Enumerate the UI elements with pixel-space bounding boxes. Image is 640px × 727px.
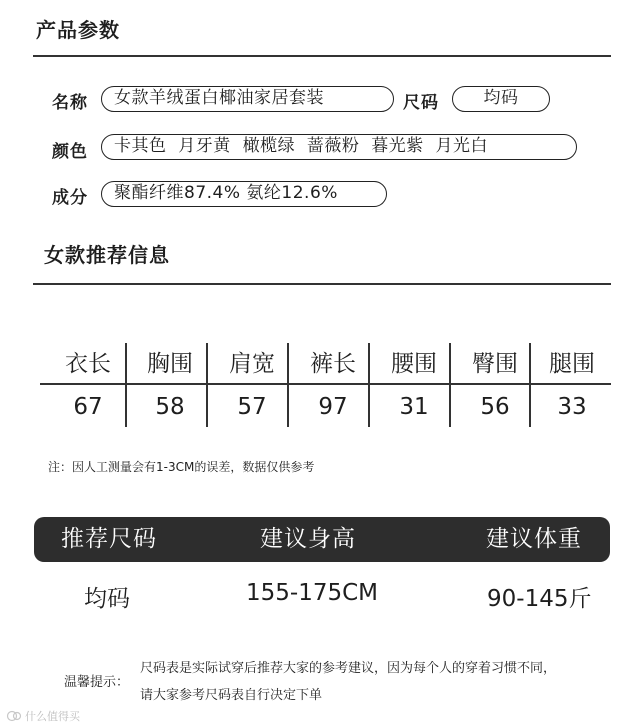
size-header: 衣长 [65, 351, 111, 377]
size-header: 腿围 [549, 351, 595, 377]
size-header: 裤长 [310, 351, 356, 377]
size-label: 尺码 [403, 93, 439, 113]
size-col-thigh [532, 343, 612, 429]
material-value-pill [101, 181, 387, 207]
size-col-divider [206, 343, 208, 427]
material-label: 成分 [52, 188, 88, 208]
size-value-pill [452, 86, 550, 112]
size-col-chest [130, 343, 210, 429]
size-header: 腰围 [391, 351, 437, 377]
product-params-title: 产品参数 [36, 18, 120, 42]
size-header: 臀围 [472, 351, 518, 377]
size-col-divider [449, 343, 451, 427]
watermark-text: 什么值得买 [25, 710, 80, 723]
recommend-weight-value: 90-145斤 [487, 586, 592, 612]
size-col-hip [455, 343, 535, 429]
size-value: 58 [155, 394, 185, 420]
size-value: 67 [73, 394, 103, 420]
size-col-divider [368, 343, 370, 427]
watermark [6, 708, 80, 724]
size-col-pants-length [293, 343, 373, 429]
size-col-length [48, 343, 128, 429]
recommend-header-bar [34, 517, 610, 562]
size-value: 56 [480, 394, 510, 420]
color-value-pill [101, 134, 577, 160]
recommend-size-value: 均码 [84, 586, 130, 612]
size-col-shoulder [212, 343, 292, 429]
name-value: 女款羊绒蛋白椰油家居套装 [114, 88, 324, 108]
recommend-height-value: 155-175CM [246, 580, 379, 606]
size-header: 肩宽 [229, 351, 275, 377]
size-col-divider [287, 343, 289, 427]
tip-line-2: 请大家参考尺码表自行决定下单 [140, 688, 323, 703]
size-value: 57 [237, 394, 267, 420]
color-label: 颜色 [52, 142, 88, 162]
recommend-info-title: 女款推荐信息 [44, 243, 170, 267]
material-value: 聚酯纤维87.4% 氨纶12.6% [114, 183, 338, 203]
size-value: 均码 [483, 88, 519, 108]
tip-label: 温馨提示： [64, 675, 130, 690]
section-divider [33, 283, 611, 285]
size-value: 33 [557, 394, 587, 420]
size-col-waist [374, 343, 454, 429]
size-value: 31 [399, 394, 429, 420]
size-value: 97 [318, 394, 348, 420]
size-header: 胸围 [147, 351, 193, 377]
recommend-header: 建议身高 [260, 526, 356, 552]
name-value-pill [101, 86, 394, 112]
measurement-note: 注：因人工测量会有1-3CM的误差，数据仅供参考 [48, 460, 315, 474]
color-value: 卡其色 月牙黄 橄榄绿 蔷薇粉 暮光紫 月光白 [114, 136, 489, 156]
recommend-header: 建议体重 [486, 526, 582, 552]
name-label: 名称 [52, 93, 88, 113]
recommend-header: 推荐尺码 [61, 526, 157, 552]
title-divider [33, 55, 611, 57]
size-col-divider [529, 343, 531, 427]
size-col-divider [125, 343, 127, 427]
tip-line-1: 尺码表是实际试穿后推荐大家的参考建议，因为每个人的穿着习惯不同， [140, 661, 557, 676]
watermark-logo-icon [6, 710, 22, 722]
